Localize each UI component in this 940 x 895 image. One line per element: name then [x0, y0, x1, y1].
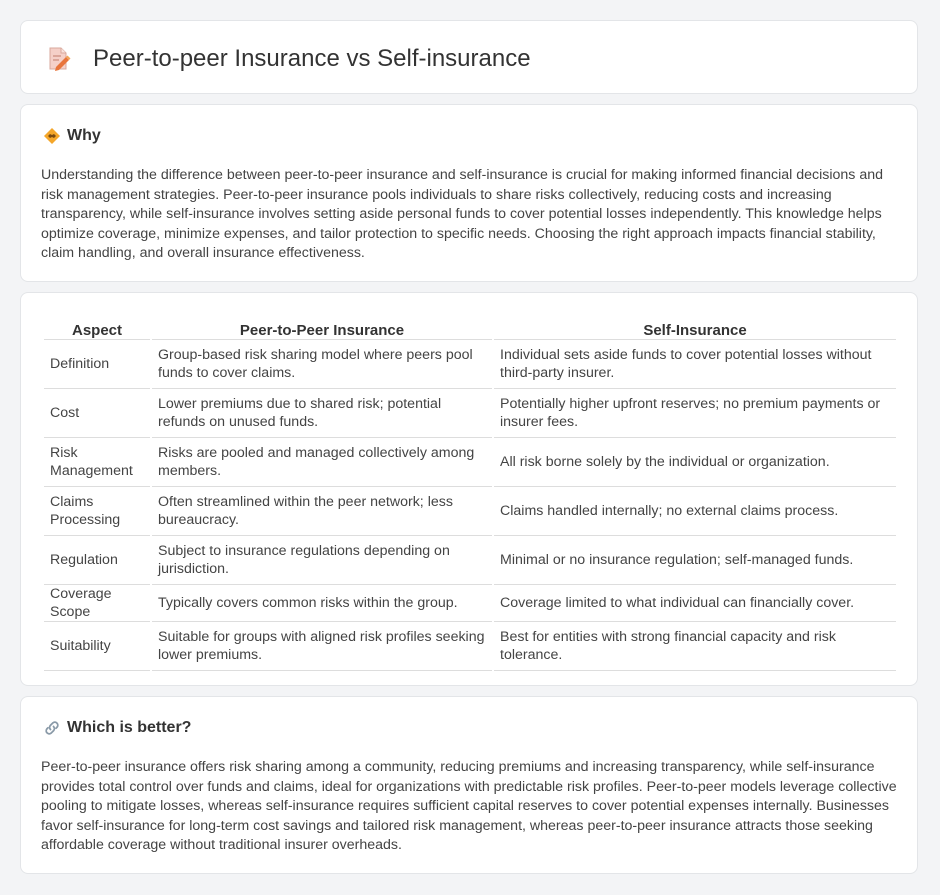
row-aspect: Suitability — [44, 621, 150, 671]
row-aspect: Definition — [44, 339, 150, 388]
row-p2p: Suitable for groups with aligned risk profiles seeking lower premiums. — [152, 621, 492, 671]
row-self: All risk borne solely by the individual or organization. — [494, 437, 896, 486]
row-self: Claims handled internally; no external claims process. — [494, 486, 896, 535]
document-pen-icon — [47, 46, 71, 72]
table-row — [44, 437, 896, 486]
row-p2p: Often streamlined within the peer network; less bureaucracy. — [152, 486, 492, 535]
row-p2p: Group-based risk sharing model where peers pool funds to cover claims. — [152, 339, 492, 388]
row-p2p: Lower premiums due to shared risk; potential refunds on unused funds. — [152, 388, 492, 437]
handshake-icon — [43, 127, 61, 145]
table-row — [44, 584, 896, 621]
row-aspect: Coverage Scope — [44, 584, 150, 621]
row-aspect: Regulation — [44, 535, 150, 584]
better-title: Which is better? — [67, 719, 192, 736]
header-aspect: Aspect — [71, 322, 123, 339]
link-icon — [43, 719, 61, 737]
row-self: Coverage limited to what individual can financially cover. — [494, 584, 896, 621]
row-p2p: Typically covers common risks within the group. — [152, 584, 492, 621]
row-aspect: Risk Management — [44, 437, 150, 486]
table-header-row — [44, 315, 896, 339]
table-row — [44, 339, 896, 388]
comparison-section — [20, 292, 918, 686]
row-p2p: Subject to insurance regulations depending on jurisdiction. — [152, 535, 492, 584]
row-self: Minimal or no insurance regulation; self-managed funds. — [494, 535, 896, 584]
row-self: Best for entities with strong financial capacity and risk tolerance. — [494, 621, 896, 671]
why-body: Understanding the difference between peer-to-peer insurance and self-insurance is crucial for making informed financial decisions and risk management strategies. Peer-to-peer insurance pools individuals to share risks collectively, reducing costs and increasing transparency, while self-insurance involves setting aside personal funds to cover potential losses independently. This knowledge helps optimize coverage, minimize expenses, and tailor protection to specific needs. Choosing the right approach impacts financial stability, claim handling, and overall insurance effectiveness. — [41, 167, 884, 262]
better-body: Peer-to-peer insurance offers risk sharing among a community, reducing premiums and increasing transparency, while self-insurance provides total control over funds and claims, ideal for organizations with predictable risk profiles. Peer-to-peer models leverage collective pooling to mitigate losses, whereas self-insurance requires sufficient capital reserves to cover potential expenses internally. Businesses favor self-insurance for long-term cost savings and tailored risk management, whereas peer-to-peer insurance attracts those seeking affordable coverage without traditional insurer overheads. — [41, 759, 897, 854]
header-self: Self-Insurance — [643, 322, 747, 339]
why-title: Why — [67, 127, 101, 144]
table-row — [44, 388, 896, 437]
table-row — [44, 621, 896, 671]
header-p2p: Peer-to-Peer Insurance — [239, 322, 405, 339]
why-section — [20, 104, 918, 282]
row-aspect: Cost — [44, 388, 150, 437]
row-aspect: Claims Processing — [44, 486, 150, 535]
table-row — [44, 486, 896, 535]
comparison-table — [42, 315, 898, 671]
row-p2p: Risks are pooled and managed collectively among members. — [152, 437, 492, 486]
header-card — [20, 20, 918, 94]
row-self: Potentially higher upfront reserves; no premium payments or insurer fees. — [494, 388, 896, 437]
table-row — [44, 535, 896, 584]
page-title: Peer-to-peer Insurance vs Self-insurance — [93, 45, 531, 72]
row-self: Individual sets aside funds to cover potential losses without third-party insurer. — [494, 339, 896, 388]
better-section — [20, 696, 918, 874]
